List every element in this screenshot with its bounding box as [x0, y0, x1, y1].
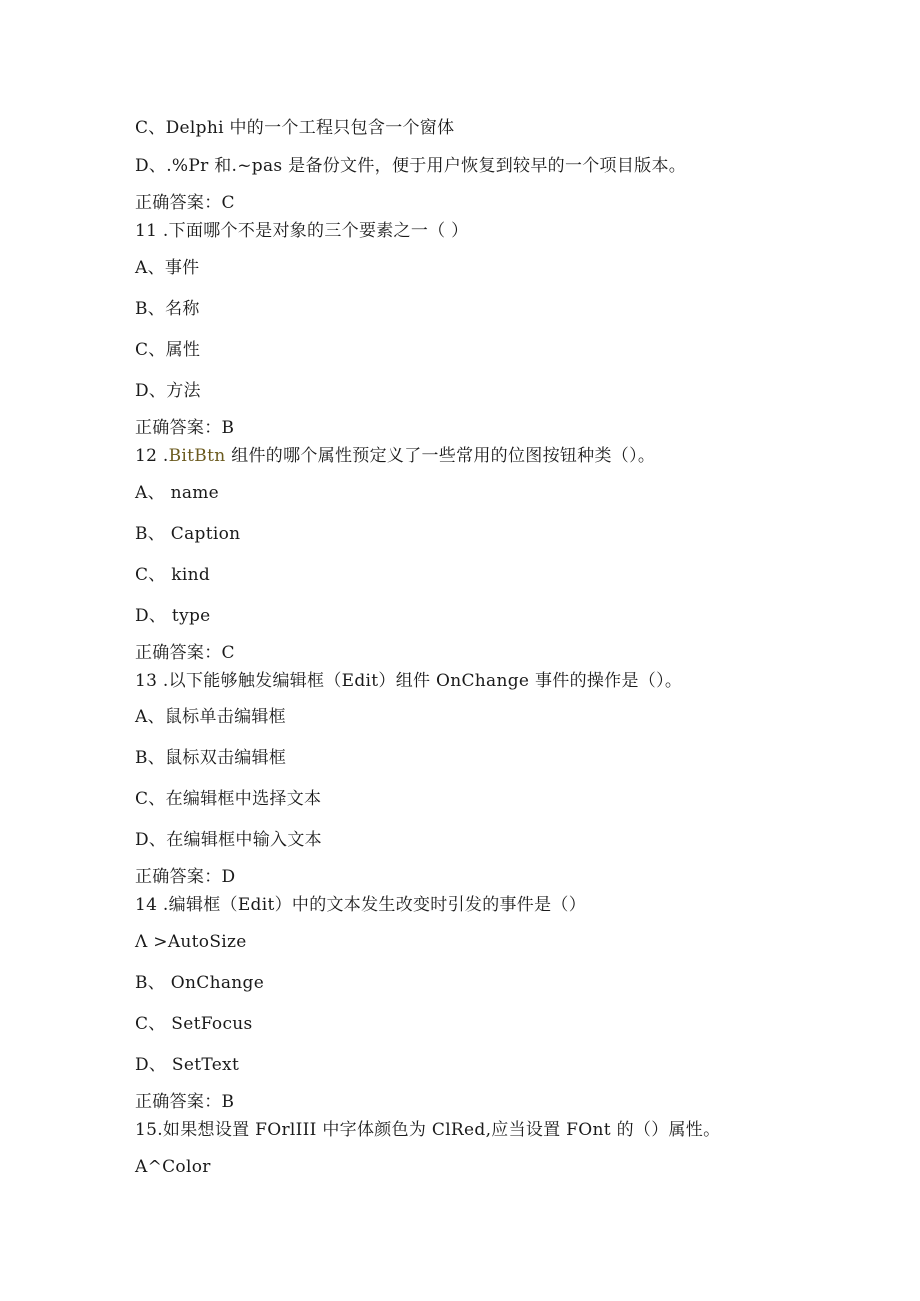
option-d-q13: D、在编辑框中输入文本 [135, 830, 322, 850]
question-12-prefix: 12 . [135, 446, 169, 466]
option-c-q11: C、属性 [135, 340, 201, 360]
question-12-text: 组件的哪个属性预定义了一些常用的位图按钮种类（）。 [225, 446, 656, 466]
option-b-q11: B、名称 [135, 299, 200, 319]
answer-q13: 正确答案：D [135, 867, 236, 887]
option-b-q14: B、 OnChange [135, 973, 265, 993]
answer-q12: 正确答案：C [135, 643, 235, 663]
option-a-q15: A^Color [135, 1157, 211, 1177]
option-a-q13: A、鼠标单击编辑框 [135, 707, 286, 727]
question-14: 14 .编辑框（Edit）中的文本发生改变时引发的事件是（） [135, 895, 586, 915]
option-a-q12: A、 name [135, 483, 220, 503]
answer-q14: 正确答案：B [135, 1092, 235, 1112]
option-b-q13: B、鼠标双击编辑框 [135, 748, 287, 768]
option-d-q12: D、 type [135, 606, 211, 626]
question-15: 15.如果想设置 FOrlIII 中字体颜色为 ClRed,应当设置 FOnt 的（）属性。 [135, 1120, 721, 1140]
question-12-component-name: BitBtn [168, 446, 226, 466]
option-d-q10: D、.%Pr 和.~pas 是备份文件，便于用户恢复到较早的一个项目版本。 [135, 156, 687, 176]
question-11: 11 .下面哪个不是对象的三个要素之一（ ） [135, 221, 469, 241]
option-b-q12: B、 Caption [135, 524, 241, 544]
option-c-q13: C、在编辑框中选择文本 [135, 789, 322, 809]
option-c-q14: C、 SetFocus [135, 1014, 253, 1034]
option-a-q14: Λ >AutoSize [135, 932, 247, 952]
option-a-q11: A、事件 [135, 258, 200, 278]
answer-q11: 正确答案：B [135, 418, 235, 438]
question-12 [135, 445, 655, 467]
answer-q10: 正确答案：C [135, 193, 235, 213]
question-13: 13 .以下能够触发编辑框（Edit）组件 OnChange 事件的操作是（）。 [135, 671, 683, 691]
option-c-q12: C、 kind [135, 565, 211, 585]
option-d-q14: D、 SetText [135, 1055, 240, 1075]
option-d-q11: D、方法 [135, 381, 201, 401]
option-c-q10: C、Delphi 中的一个工程只包含一个窗体 [135, 118, 455, 138]
